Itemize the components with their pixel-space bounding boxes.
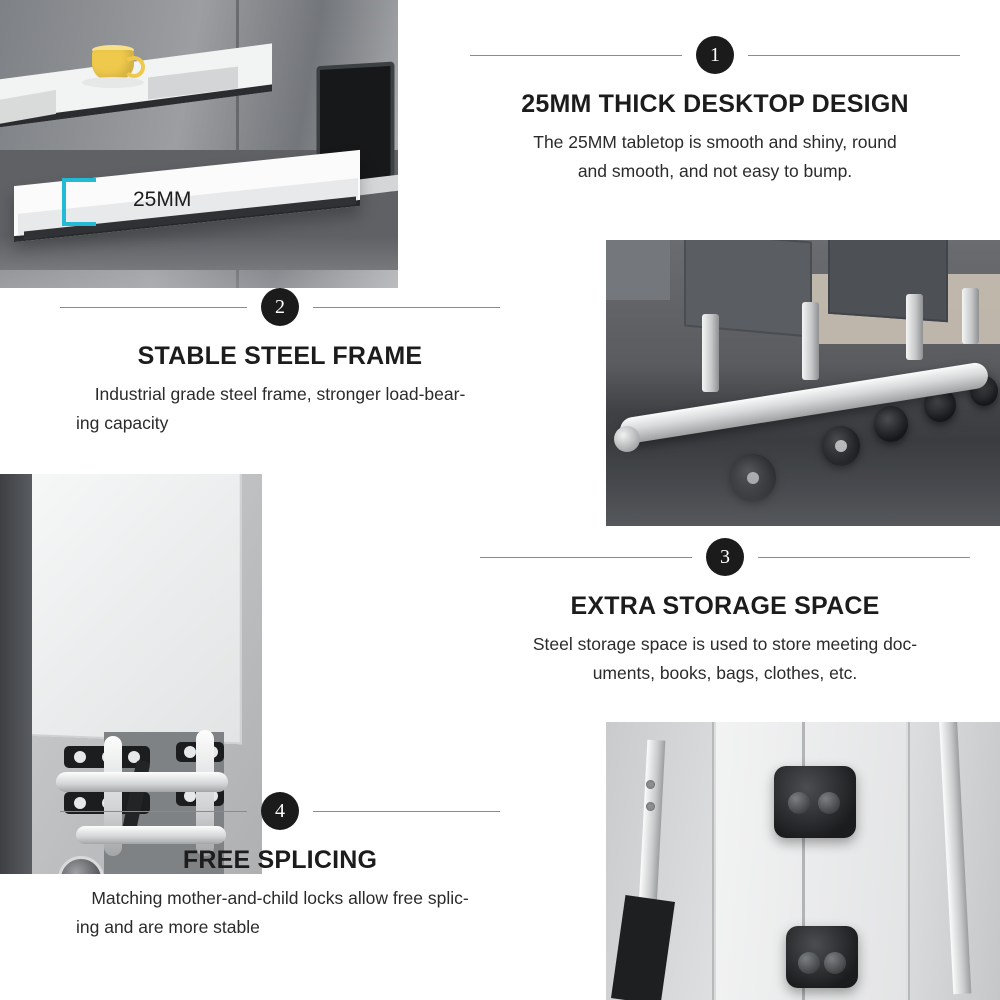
feature-block-2 bbox=[60, 288, 500, 436]
table-top-underside bbox=[27, 474, 242, 744]
floor-reflection bbox=[606, 440, 1000, 526]
feature-1-title: 25MM THICK DESKTOP DESIGN bbox=[521, 90, 909, 118]
feature-1-badge-row bbox=[470, 36, 960, 74]
feature-block-3 bbox=[480, 538, 970, 686]
divider-line-left bbox=[60, 811, 247, 812]
feature-3-title: EXTRA STORAGE SPACE bbox=[570, 592, 880, 620]
feature-block-1 bbox=[470, 36, 960, 184]
divider-line-right bbox=[758, 557, 970, 558]
divider-line-left bbox=[60, 307, 247, 308]
mother-and-child-lock-photo bbox=[606, 722, 1000, 1000]
dark-edge-strip bbox=[0, 474, 32, 874]
feature-1-desc-line-2: and smooth, and not easy to bump. bbox=[577, 160, 853, 181]
divider-line-right bbox=[313, 307, 500, 308]
feature-4-desc-line-2: ing and are more stable bbox=[76, 916, 260, 937]
feature-4-title: FREE SPLICING bbox=[182, 846, 378, 874]
left-panel bbox=[606, 240, 670, 300]
bracket-hole bbox=[74, 751, 86, 763]
feature-4-badge-row bbox=[60, 792, 500, 830]
divider-line-left bbox=[470, 55, 682, 56]
table-leg bbox=[906, 294, 923, 360]
dimension-bracket-icon bbox=[62, 178, 96, 226]
divider-line-left bbox=[480, 557, 692, 558]
table-leg bbox=[702, 314, 719, 392]
feature-1-desc-line-1: The 25MM tabletop is smooth and shiny, round bbox=[533, 132, 897, 152]
mother-lock bbox=[774, 766, 856, 838]
table-leg bbox=[962, 288, 979, 344]
feature-4-number: 4 bbox=[261, 792, 299, 830]
feature-3-number: 3 bbox=[706, 538, 744, 576]
feature-3-badge-row bbox=[480, 538, 970, 576]
table-panel-b bbox=[828, 240, 948, 322]
feature-2-desc-line-1: Industrial grade steel frame, stronger load-bear- bbox=[94, 384, 466, 404]
lock-nub bbox=[818, 792, 840, 814]
feature-2-desc-line-2: ing capacity bbox=[76, 412, 169, 433]
feature-1-number: 1 bbox=[696, 36, 734, 74]
feature-2-badge-row bbox=[60, 288, 500, 326]
bracket-hole bbox=[184, 746, 196, 758]
feature-3-desc-line-1: Steel storage space is used to store meeting doc- bbox=[532, 634, 918, 654]
feature-4-desc-line-1: Matching mother-and-child locks allow free splic- bbox=[91, 888, 469, 908]
thick-desktop-photo bbox=[0, 0, 398, 288]
feature-2-title: STABLE STEEL FRAME bbox=[137, 342, 423, 370]
lock-nub bbox=[788, 792, 810, 814]
feature-3-desc-line-2: uments, books, bags, clothes, etc. bbox=[592, 662, 858, 683]
horizontal-steel-tube bbox=[56, 772, 228, 792]
divider-line-right bbox=[313, 811, 500, 812]
feature-block-4 bbox=[60, 792, 500, 940]
screw bbox=[646, 780, 655, 789]
coffee-cup bbox=[92, 50, 134, 80]
divider-line-right bbox=[748, 55, 960, 56]
child-lock bbox=[786, 926, 858, 988]
steel-frame-casters-photo bbox=[606, 240, 1000, 526]
dimension-label: 25MM bbox=[133, 188, 192, 211]
cup-saucer bbox=[82, 77, 144, 88]
lock-nub bbox=[798, 952, 820, 974]
caster-wheel bbox=[874, 406, 908, 442]
feature-2-number: 2 bbox=[261, 288, 299, 326]
floor-reflection bbox=[0, 236, 398, 288]
lock-nub bbox=[824, 952, 846, 974]
screw bbox=[646, 802, 655, 811]
table-leg bbox=[802, 302, 819, 380]
